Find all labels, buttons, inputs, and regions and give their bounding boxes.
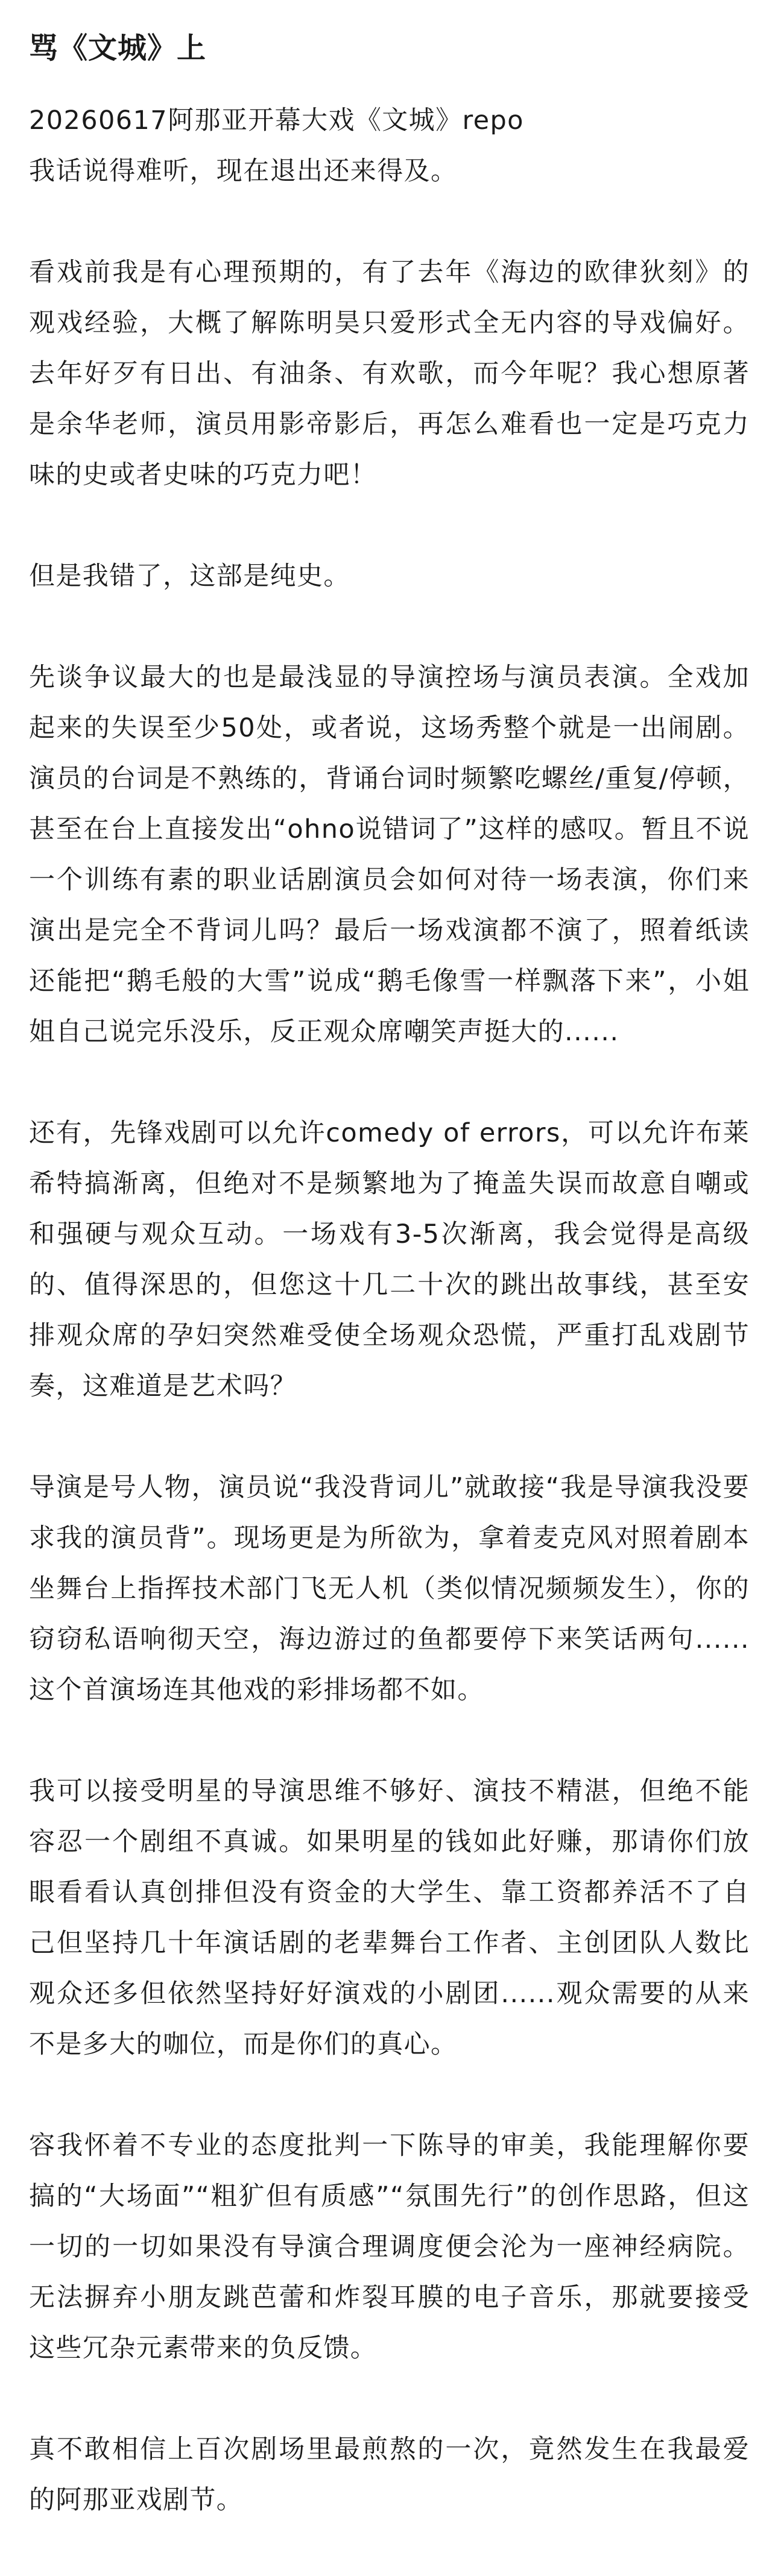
paragraph-5: 导演是号人物，演员说“我没背词儿”就敢接“我是导演我没要求我的演员背”。现场更是为所欲为，拿着麦克风对照着剧本坐舞台上指挥技术部门飞无人机（类似情况频频发生），你的窃窃私语响彻天空，海边游过的鱼都要停下来笑话两句......这个首演场连其他戏的彩排场都不如。 <box>29 1472 750 1705</box>
article-title: 骂《文城》上 <box>29 31 207 65</box>
paragraph-8: 真不敢相信上百次剧场里最煎熬的一次，竟然发生在我最爱的阿那亚戏剧节。 <box>29 2434 750 2515</box>
paragraph-2: 但是我错了，这部是纯史。 <box>29 561 350 591</box>
paragraph-6: 我可以接受明星的导演思维不够好、演技不精湛，但绝不能容忍一个剧组不真诚。如果明星的钱如此好赚，那请你们放眼看看认真创排但没有资金的大学生、靠工资都养活不了自己但坚持几十年演话剧的老辈舞台工作者、主创团队人数比观众还多但依然坚持好好演戏的小剧团......观众需要的从来不是多大的咖位，而是你们的真心。 <box>29 1776 750 2059</box>
paragraph-4: 还有，先锋戏剧可以允许comedy of errors，可以允许布莱希特搞渐离，但绝对不是频繁地为了掩盖失误而故意自嘲或和强硬与观众互动。一场戏有3-5次渐离，我会觉得是高级的、值得深思的，但您这十几二十次的跳出故事线，甚至安排观众席的孕妇突然难受使全场观众恐慌，严重打乱戏剧节奏，这难道是艺术吗？ <box>29 1118 750 1401</box>
intro-line-1: 20260617阿那亚开幕大戏《文城》repo <box>29 105 524 136</box>
article <box>29 23 750 2576</box>
paragraph-3: 先谈争议最大的也是最浅显的导演控场与演员表演。全戏加起来的失误至少50处，或者说，这场秀整个就是一出闹剧。演员的台词是不熟练的，背诵台词时频繁吃螺丝/重复/停顿，甚至在台上直接发出“ohno说错词了”这样的感叹。暂且不说一个训练有素的职业话剧演员会如何对待一场表演，你们来演出是完全不背词儿吗？最后一场戏演都不演了，照着纸读还能把“鹅毛般的大雪”说成“鹅毛像雪一样飘落下来”，小姐姐自己说完乐没乐，反正观众席嘲笑声挺大的...... <box>29 662 750 1047</box>
intro-paragraph <box>29 95 750 196</box>
intro-line-2: 我话说得难听，现在退出还来得及。 <box>29 156 458 186</box>
paragraph-7: 容我怀着不专业的态度批判一下陈导的审美，我能理解你要搞的“大场面”“粗犷但有质感”“氛围先行”的创作思路，但这一切的一切如果没有导演合理调度便会沦为一座神经病院。无法摒弃小朋友跳芭蕾和炸裂耳膜的电子音乐，那就要接受这些冗杂元素带来的负反馈。 <box>29 2131 750 2363</box>
paragraph-1: 看戏前我是有心理预期的，有了去年《海边的欧律狄刻》的观戏经验，大概了解陈明昊只爱形式全无内容的导戏偏好。去年好歹有日出、有油条、有欢歌，而今年呢？我心想原著是余华老师，演员用影帝影后，再怎么难看也一定是巧克力味的史或者史味的巧克力吧！ <box>29 257 750 490</box>
